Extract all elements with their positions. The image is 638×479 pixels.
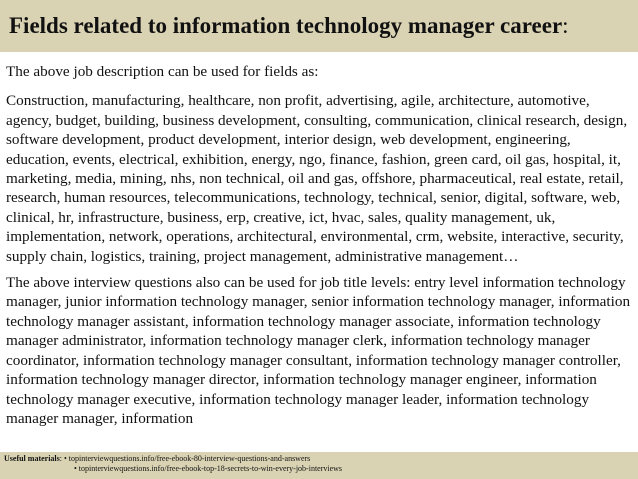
- page-title-colon: :: [562, 13, 569, 38]
- footer-row-2: [4, 464, 638, 474]
- fields-paragraph: Construction, manufacturing, healthcare, non profit, advertising, agile, architecture, automotive, agency, budget, building, business development, consulting, communication, clinical research, design, software development, product development, interior design, web development, engineering, education, events, electrical, exhibition, energy, ngo, finance, fashion, green card, oil gas, hospital, it, marketing, media, mining, nhs, non technical, oil and gas, offshore, pharmaceutical, real estate, retail, research, human resources, telecommunications, technology, technical, senior, digital, software, web, clinical, hr, infrastructure, business, erp, creative, ict, hvac, sales, quality management, uk, implementation, network, operations, architectural, environmental, crm, website, interactive, security, supply chain, logistics, training, project management, administrative management…: [6, 92, 628, 265]
- intro-paragraph: The above job description can be used for fields as:: [6, 63, 319, 80]
- footer-link[interactable]: • topinterviewquestions.info/free-ebook-80-interview-questions-and-answers: [64, 454, 311, 463]
- footer-row-1: [4, 454, 638, 464]
- page-title-text: Fields related to information technology manager career: [9, 13, 563, 38]
- footer-separator: :: [59, 454, 64, 463]
- footer-link[interactable]: • topinterviewquestions.info/free-ebook-top-18-secrets-to-win-every-job-interviews: [74, 464, 343, 473]
- page-title: [9, 12, 638, 40]
- footer-bar: [0, 452, 638, 479]
- job-levels-paragraph: The above interview questions also can be used for job title levels: entry level information technology manager, junior information technology manager, senior information technology manager, information technology manager assistant, information technology manager associate, information technology manager administrator, information technology manager clerk, information technology manager coordinator, information technology manager consultant, information technology manager controller, information technology manager director, information technology manager engineer, information technology manager executive, information technology manager leader, information technology manager manager, information: [6, 274, 631, 427]
- title-bar: [0, 0, 638, 52]
- footer-label: Useful materials: [4, 454, 60, 463]
- content-area: [6, 62, 634, 428]
